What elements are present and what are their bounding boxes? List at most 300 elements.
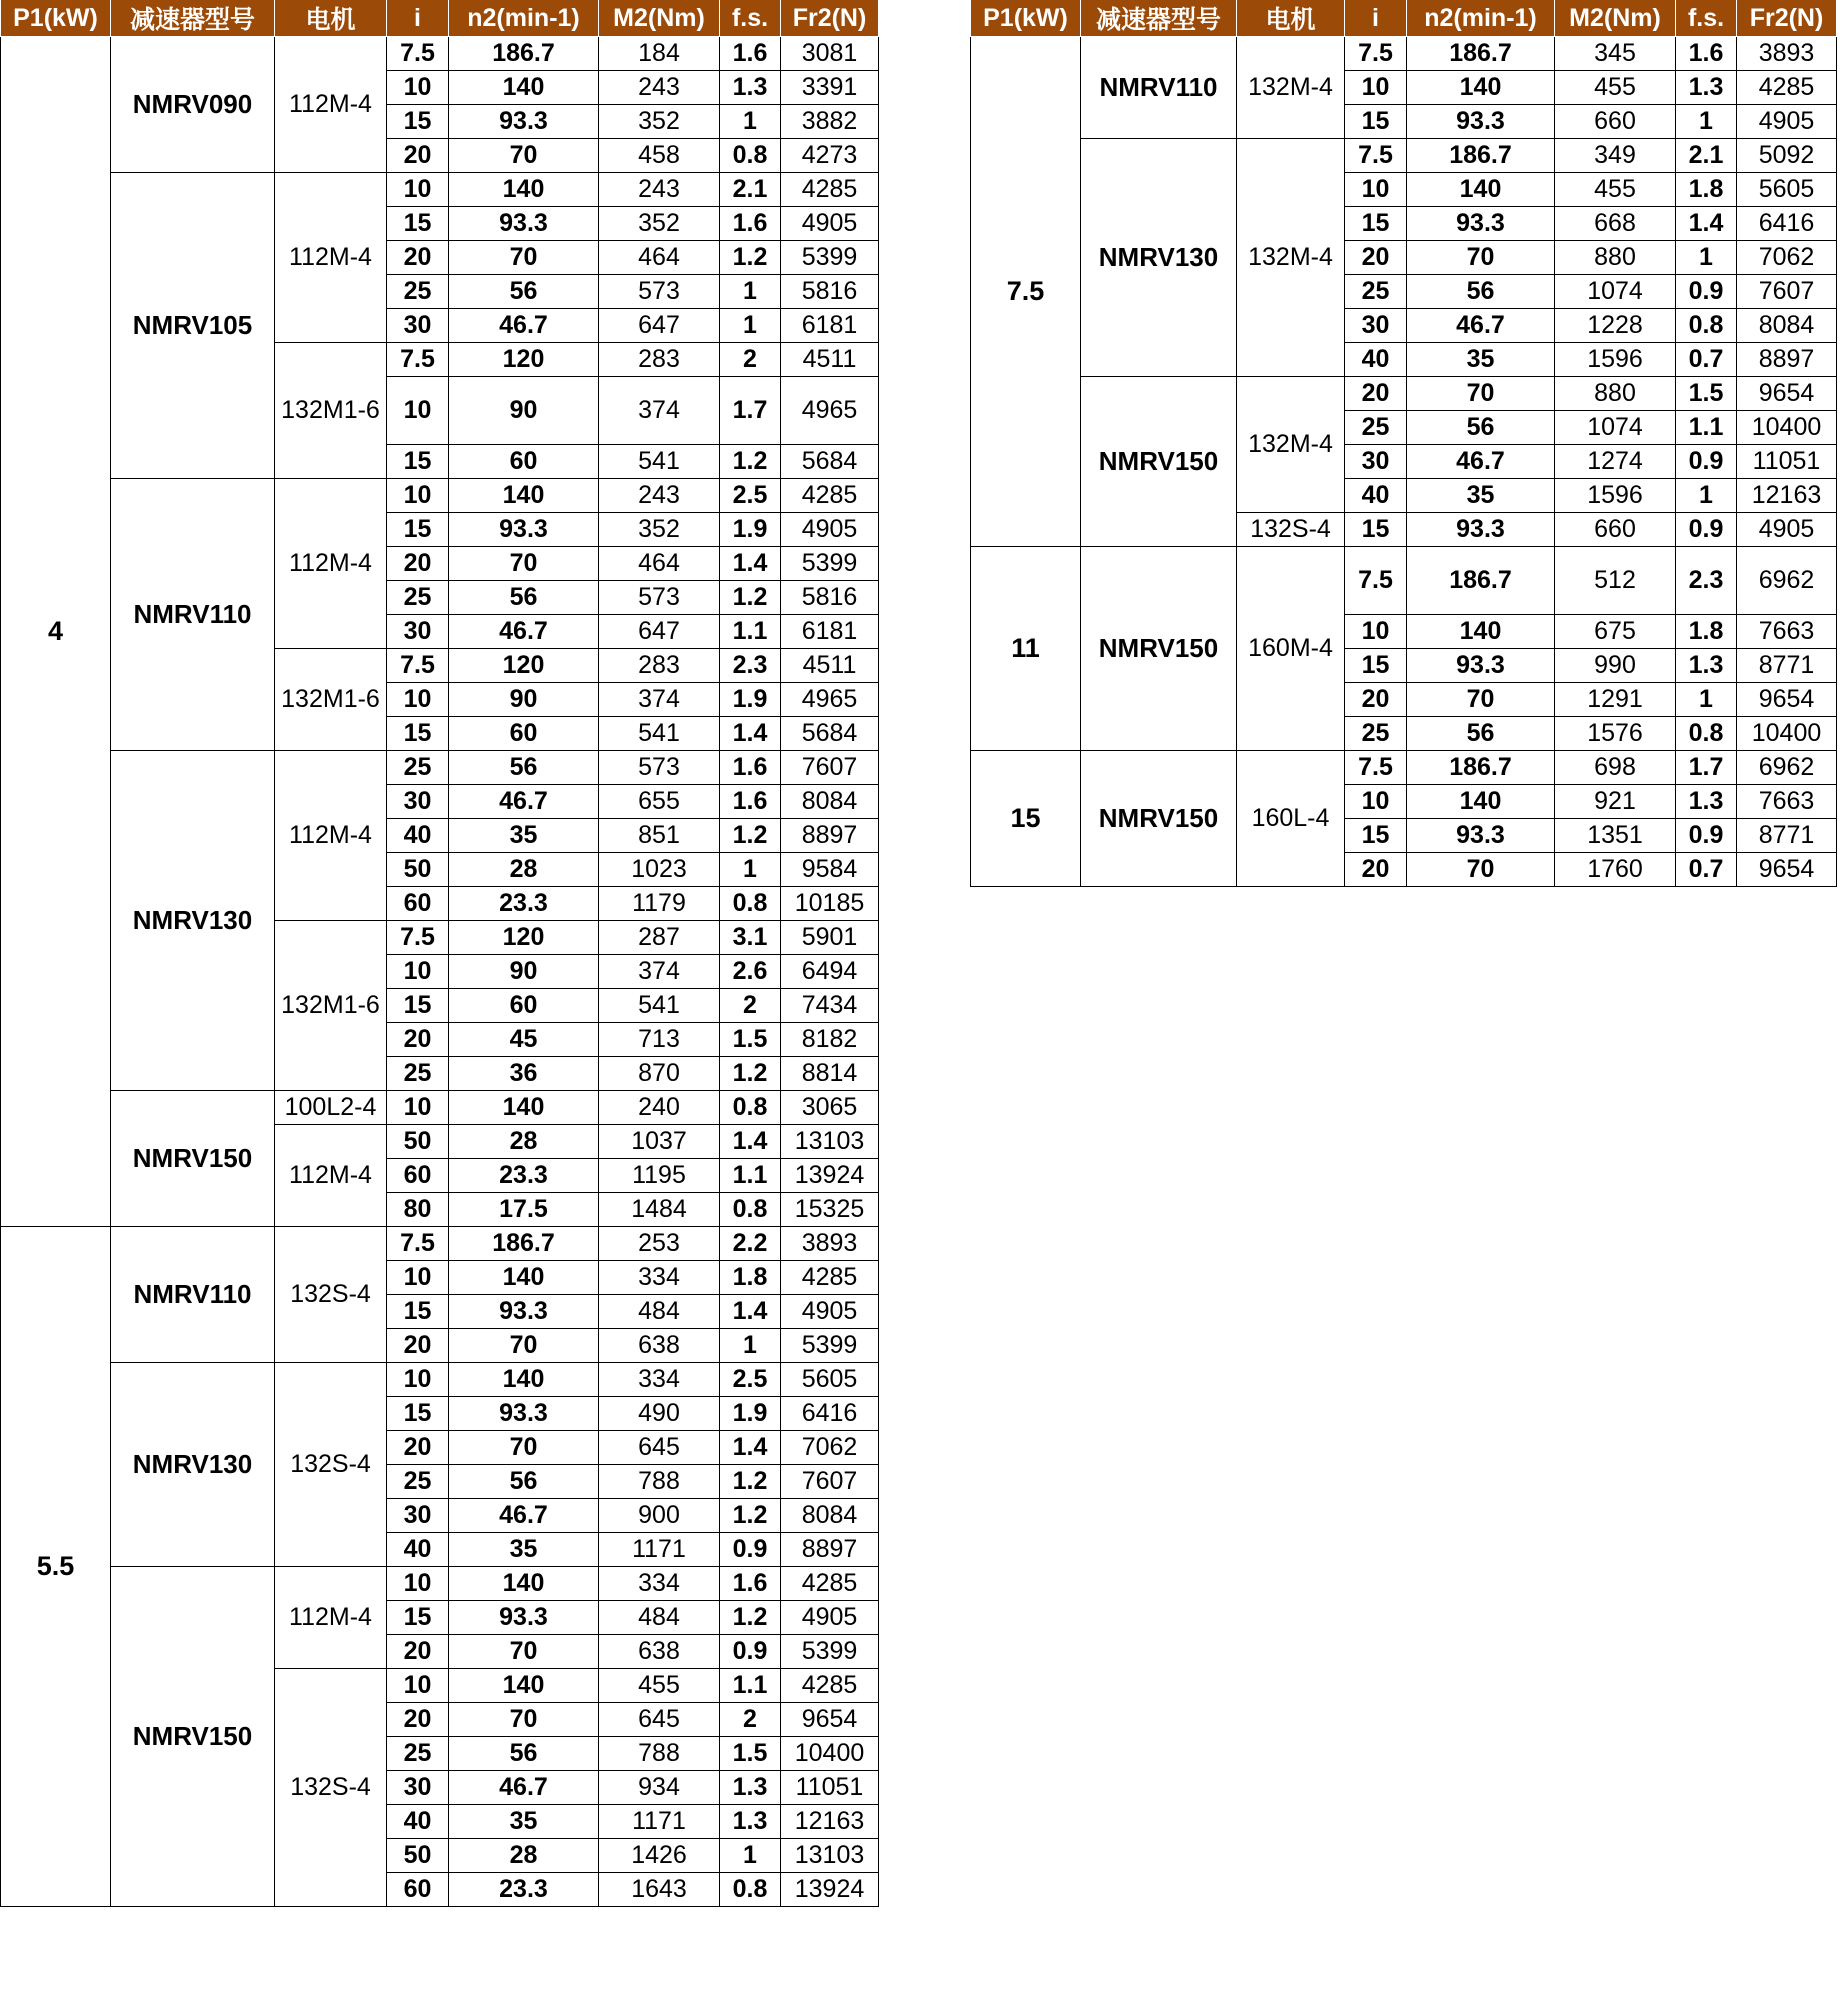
service-factor-cell: 2.2 [720, 1227, 781, 1261]
output-torque-cell: 283 [599, 649, 720, 683]
output-speed-cell: 56 [449, 1465, 599, 1499]
radial-load-cell: 5816 [781, 581, 879, 615]
output-speed-cell: 70 [1407, 853, 1555, 887]
ratio-cell: 10 [387, 1567, 449, 1601]
radial-load-cell: 3391 [781, 71, 879, 105]
ratio-cell: 10 [1345, 173, 1407, 207]
radial-load-cell: 6416 [1737, 207, 1837, 241]
output-speed-cell: 46.7 [449, 309, 599, 343]
output-speed-cell: 45 [449, 1023, 599, 1057]
ratio-cell: 20 [387, 547, 449, 581]
motor-cell: 112M-4 [275, 479, 387, 649]
radial-load-cell: 3081 [781, 37, 879, 71]
radial-load-cell: 4285 [1737, 71, 1837, 105]
output-torque-cell: 647 [599, 309, 720, 343]
output-speed-cell: 140 [449, 1669, 599, 1703]
radial-load-cell: 4905 [781, 207, 879, 241]
service-factor-cell: 0.8 [720, 1193, 781, 1227]
output-torque-cell: 1179 [599, 887, 720, 921]
motor-cell: 160M-4 [1237, 547, 1345, 751]
radial-load-cell: 9654 [781, 1703, 879, 1737]
motor-cell: 132M1-6 [275, 921, 387, 1091]
radial-load-cell: 13924 [781, 1159, 879, 1193]
service-factor-cell: 1.4 [720, 1125, 781, 1159]
service-factor-cell: 1.6 [1676, 37, 1737, 71]
output-speed-cell: 46.7 [449, 615, 599, 649]
service-factor-cell: 1.2 [720, 819, 781, 853]
output-torque-cell: 870 [599, 1057, 720, 1091]
output-speed-cell: 36 [449, 1057, 599, 1091]
output-speed-cell: 56 [1407, 411, 1555, 445]
service-factor-cell: 2.1 [1676, 139, 1737, 173]
ratio-cell: 30 [387, 1771, 449, 1805]
reducer-model-cell: NMRV110 [111, 479, 275, 751]
ratio-cell: 15 [1345, 105, 1407, 139]
output-speed-cell: 17.5 [449, 1193, 599, 1227]
service-factor-cell: 1 [720, 275, 781, 309]
output-torque-cell: 655 [599, 785, 720, 819]
radial-load-cell: 10400 [781, 1737, 879, 1771]
radial-load-cell: 4905 [781, 1601, 879, 1635]
ratio-cell: 15 [387, 717, 449, 751]
radial-load-cell: 7434 [781, 989, 879, 1023]
radial-load-cell: 6181 [781, 615, 879, 649]
ratio-cell: 15 [387, 445, 449, 479]
output-speed-cell: 23.3 [449, 887, 599, 921]
output-torque-cell: 484 [599, 1601, 720, 1635]
service-factor-cell: 1.4 [720, 717, 781, 751]
reducer-model-cell: NMRV130 [111, 751, 275, 1091]
ratio-cell: 10 [387, 1091, 449, 1125]
service-factor-cell: 0.9 [720, 1635, 781, 1669]
radial-load-cell: 7062 [1737, 241, 1837, 275]
ratio-cell: 20 [1345, 853, 1407, 887]
output-speed-cell: 186.7 [1407, 139, 1555, 173]
reducer-model-cell: NMRV110 [1081, 37, 1237, 139]
ratio-cell: 40 [1345, 479, 1407, 513]
radial-load-cell: 5684 [781, 445, 879, 479]
output-torque-cell: 638 [599, 1329, 720, 1363]
service-factor-cell: 1 [720, 1839, 781, 1873]
service-factor-cell: 1.7 [720, 377, 781, 445]
right-spec-table [970, 0, 1837, 887]
service-factor-cell: 2 [720, 1703, 781, 1737]
output-speed-cell: 93.3 [449, 513, 599, 547]
output-torque-cell: 573 [599, 581, 720, 615]
col-header-power: P1(kW) [1, 0, 111, 37]
output-torque-cell: 184 [599, 37, 720, 71]
output-speed-cell: 28 [449, 853, 599, 887]
service-factor-cell: 1.1 [1676, 411, 1737, 445]
radial-load-cell: 5399 [781, 1635, 879, 1669]
service-factor-cell: 1.2 [720, 1465, 781, 1499]
output-torque-cell: 788 [599, 1737, 720, 1771]
ratio-cell: 10 [387, 683, 449, 717]
output-speed-cell: 186.7 [449, 1227, 599, 1261]
radial-load-cell: 5399 [781, 241, 879, 275]
ratio-cell: 7.5 [387, 37, 449, 71]
service-factor-cell: 1 [1676, 105, 1737, 139]
output-speed-cell: 46.7 [449, 785, 599, 819]
service-factor-cell: 1 [720, 853, 781, 887]
ratio-cell: 10 [1345, 71, 1407, 105]
service-factor-cell: 0.9 [1676, 275, 1737, 309]
motor-cell: 112M-4 [275, 37, 387, 173]
ratio-cell: 25 [1345, 411, 1407, 445]
ratio-cell: 15 [387, 1601, 449, 1635]
reducer-model-cell: NMRV105 [111, 173, 275, 479]
output-speed-cell: 93.3 [1407, 105, 1555, 139]
output-torque-cell: 464 [599, 547, 720, 581]
output-speed-cell: 93.3 [449, 1397, 599, 1431]
service-factor-cell: 1.2 [720, 581, 781, 615]
output-torque-cell: 1274 [1555, 445, 1676, 479]
service-factor-cell: 1.8 [1676, 615, 1737, 649]
output-torque-cell: 541 [599, 717, 720, 751]
ratio-cell: 25 [387, 751, 449, 785]
radial-load-cell: 6962 [1737, 751, 1837, 785]
radial-load-cell: 7062 [781, 1431, 879, 1465]
output-torque-cell: 374 [599, 955, 720, 989]
service-factor-cell: 0.9 [1676, 819, 1737, 853]
radial-load-cell: 6962 [1737, 547, 1837, 615]
output-torque-cell: 880 [1555, 377, 1676, 411]
col-header-output-speed: n2(min-1) [1407, 0, 1555, 37]
service-factor-cell: 1.9 [720, 513, 781, 547]
ratio-cell: 40 [387, 819, 449, 853]
radial-load-cell: 5092 [1737, 139, 1837, 173]
service-factor-cell: 2.5 [720, 479, 781, 513]
service-factor-cell: 1.1 [720, 1159, 781, 1193]
output-speed-cell: 93.3 [1407, 819, 1555, 853]
radial-load-cell: 4285 [781, 173, 879, 207]
output-torque-cell: 1171 [599, 1805, 720, 1839]
service-factor-cell: 1 [720, 309, 781, 343]
radial-load-cell: 3065 [781, 1091, 879, 1125]
output-torque-cell: 464 [599, 241, 720, 275]
output-torque-cell: 243 [599, 479, 720, 513]
ratio-cell: 30 [387, 1499, 449, 1533]
radial-load-cell: 4965 [781, 683, 879, 717]
radial-load-cell: 12163 [1737, 479, 1837, 513]
output-torque-cell: 283 [599, 343, 720, 377]
radial-load-cell: 4511 [781, 649, 879, 683]
output-torque-cell: 334 [599, 1261, 720, 1295]
service-factor-cell: 0.8 [1676, 309, 1737, 343]
col-header-service-factor: f.s. [720, 0, 781, 37]
reducer-model-cell: NMRV130 [111, 1363, 275, 1567]
ratio-cell: 10 [387, 1669, 449, 1703]
radial-load-cell: 5399 [781, 547, 879, 581]
service-factor-cell: 1.4 [720, 1295, 781, 1329]
output-speed-cell: 35 [449, 1805, 599, 1839]
ratio-cell: 15 [387, 1295, 449, 1329]
ratio-cell: 10 [387, 377, 449, 445]
output-speed-cell: 70 [449, 1431, 599, 1465]
output-torque-cell: 990 [1555, 649, 1676, 683]
service-factor-cell: 2.3 [720, 649, 781, 683]
reducer-model-cell: NMRV130 [1081, 139, 1237, 377]
motor-cell: 112M-4 [275, 751, 387, 921]
output-torque-cell: 573 [599, 751, 720, 785]
output-speed-cell: 56 [449, 1737, 599, 1771]
ratio-cell: 30 [1345, 445, 1407, 479]
output-torque-cell: 880 [1555, 241, 1676, 275]
service-factor-cell: 1.8 [1676, 173, 1737, 207]
output-speed-cell: 140 [449, 1091, 599, 1125]
service-factor-cell: 0.7 [1676, 853, 1737, 887]
radial-load-cell: 8084 [781, 785, 879, 819]
ratio-cell: 60 [387, 887, 449, 921]
col-header-ratio: i [387, 0, 449, 37]
output-speed-cell: 140 [449, 173, 599, 207]
table-row [1, 173, 879, 207]
radial-load-cell: 7663 [1737, 785, 1837, 819]
service-factor-cell: 1.8 [720, 1261, 781, 1295]
output-speed-cell: 140 [449, 1363, 599, 1397]
header-row [971, 0, 1837, 37]
service-factor-cell: 0.8 [720, 887, 781, 921]
service-factor-cell: 3.1 [720, 921, 781, 955]
output-speed-cell: 70 [1407, 683, 1555, 717]
service-factor-cell: 1.2 [720, 1601, 781, 1635]
service-factor-cell: 2 [720, 343, 781, 377]
service-factor-cell: 1.3 [720, 71, 781, 105]
output-speed-cell: 140 [449, 479, 599, 513]
service-factor-cell: 2 [720, 989, 781, 1023]
ratio-cell: 20 [387, 1431, 449, 1465]
output-torque-cell: 374 [599, 377, 720, 445]
col-header-reducer-model: 减速器型号 [111, 0, 275, 37]
output-speed-cell: 93.3 [1407, 649, 1555, 683]
output-speed-cell: 56 [1407, 717, 1555, 751]
table-row [971, 751, 1837, 785]
output-speed-cell: 28 [449, 1839, 599, 1873]
output-torque-cell: 349 [1555, 139, 1676, 173]
motor-cell: 112M-4 [275, 1567, 387, 1669]
output-torque-cell: 1760 [1555, 853, 1676, 887]
motor-cell: 132M1-6 [275, 649, 387, 751]
output-torque-cell: 490 [599, 1397, 720, 1431]
ratio-cell: 60 [387, 1873, 449, 1907]
output-torque-cell: 541 [599, 445, 720, 479]
service-factor-cell: 1 [1676, 241, 1737, 275]
ratio-cell: 25 [387, 1057, 449, 1091]
ratio-cell: 15 [387, 207, 449, 241]
radial-load-cell: 9654 [1737, 853, 1837, 887]
table-row [1, 37, 879, 71]
service-factor-cell: 2.6 [720, 955, 781, 989]
output-torque-cell: 512 [1555, 547, 1676, 615]
radial-load-cell: 8084 [1737, 309, 1837, 343]
radial-load-cell: 13924 [781, 1873, 879, 1907]
output-torque-cell: 253 [599, 1227, 720, 1261]
service-factor-cell: 1.4 [720, 547, 781, 581]
output-torque-cell: 345 [1555, 37, 1676, 71]
radial-load-cell: 8084 [781, 1499, 879, 1533]
service-factor-cell: 0.8 [720, 1091, 781, 1125]
output-speed-cell: 186.7 [449, 37, 599, 71]
radial-load-cell: 9584 [781, 853, 879, 887]
output-speed-cell: 140 [449, 1261, 599, 1295]
ratio-cell: 25 [387, 581, 449, 615]
service-factor-cell: 0.8 [720, 139, 781, 173]
output-speed-cell: 28 [449, 1125, 599, 1159]
service-factor-cell: 1 [720, 1329, 781, 1363]
output-speed-cell: 35 [1407, 343, 1555, 377]
ratio-cell: 40 [1345, 343, 1407, 377]
output-speed-cell: 35 [449, 1533, 599, 1567]
service-factor-cell: 1.7 [1676, 751, 1737, 785]
service-factor-cell: 1.1 [720, 1669, 781, 1703]
output-speed-cell: 56 [449, 751, 599, 785]
service-factor-cell: 1 [1676, 479, 1737, 513]
output-speed-cell: 60 [449, 989, 599, 1023]
ratio-cell: 40 [387, 1533, 449, 1567]
service-factor-cell: 1.6 [720, 37, 781, 71]
output-speed-cell: 60 [449, 445, 599, 479]
service-factor-cell: 1 [720, 105, 781, 139]
radial-load-cell: 8897 [781, 1533, 879, 1567]
reducer-model-cell: NMRV150 [1081, 547, 1237, 751]
service-factor-cell: 0.9 [1676, 445, 1737, 479]
motor-cell: 112M-4 [275, 173, 387, 343]
ratio-cell: 30 [1345, 309, 1407, 343]
radial-load-cell: 3893 [781, 1227, 879, 1261]
radial-load-cell: 8814 [781, 1057, 879, 1091]
service-factor-cell: 1.6 [720, 1567, 781, 1601]
output-torque-cell: 638 [599, 1635, 720, 1669]
radial-load-cell: 6416 [781, 1397, 879, 1431]
output-torque-cell: 1643 [599, 1873, 720, 1907]
radial-load-cell: 5901 [781, 921, 879, 955]
output-speed-cell: 140 [1407, 785, 1555, 819]
output-speed-cell: 93.3 [449, 1601, 599, 1635]
power-cell: 5.5 [1, 1227, 111, 1907]
ratio-cell: 15 [1345, 819, 1407, 853]
output-speed-cell: 186.7 [1407, 37, 1555, 71]
ratio-cell: 10 [387, 955, 449, 989]
output-speed-cell: 70 [1407, 241, 1555, 275]
output-torque-cell: 921 [1555, 785, 1676, 819]
service-factor-cell: 1.1 [720, 615, 781, 649]
table-row [971, 547, 1837, 615]
ratio-cell: 25 [387, 1465, 449, 1499]
ratio-cell: 20 [387, 241, 449, 275]
col-header-radial-load: Fr2(N) [781, 0, 879, 37]
output-speed-cell: 93.3 [449, 207, 599, 241]
output-torque-cell: 1596 [1555, 343, 1676, 377]
ratio-cell: 15 [1345, 649, 1407, 683]
motor-cell: 100L2-4 [275, 1091, 387, 1125]
radial-load-cell: 5399 [781, 1329, 879, 1363]
ratio-cell: 15 [387, 989, 449, 1023]
radial-load-cell: 8897 [1737, 343, 1837, 377]
ratio-cell: 15 [1345, 207, 1407, 241]
output-speed-cell: 70 [1407, 377, 1555, 411]
service-factor-cell: 1.2 [720, 445, 781, 479]
radial-load-cell: 10400 [1737, 717, 1837, 751]
radial-load-cell: 7607 [781, 751, 879, 785]
col-header-power: P1(kW) [971, 0, 1081, 37]
output-torque-cell: 1426 [599, 1839, 720, 1873]
ratio-cell: 25 [387, 1737, 449, 1771]
radial-load-cell: 4285 [781, 1669, 879, 1703]
service-factor-cell: 1.5 [720, 1023, 781, 1057]
service-factor-cell: 0.9 [1676, 513, 1737, 547]
ratio-cell: 7.5 [1345, 37, 1407, 71]
output-torque-cell: 788 [599, 1465, 720, 1499]
radial-load-cell: 8771 [1737, 649, 1837, 683]
service-factor-cell: 1.5 [720, 1737, 781, 1771]
output-speed-cell: 46.7 [449, 1499, 599, 1533]
service-factor-cell: 1 [1676, 683, 1737, 717]
reducer-model-cell: NMRV110 [111, 1227, 275, 1363]
output-speed-cell: 23.3 [449, 1159, 599, 1193]
radial-load-cell: 4511 [781, 343, 879, 377]
radial-load-cell: 5684 [781, 717, 879, 751]
ratio-cell: 25 [387, 275, 449, 309]
output-torque-cell: 645 [599, 1431, 720, 1465]
output-speed-cell: 70 [449, 547, 599, 581]
table-row [1, 751, 879, 785]
output-speed-cell: 35 [449, 819, 599, 853]
output-torque-cell: 455 [1555, 173, 1676, 207]
radial-load-cell: 10400 [1737, 411, 1837, 445]
radial-load-cell: 12163 [781, 1805, 879, 1839]
output-torque-cell: 900 [599, 1499, 720, 1533]
power-cell: 15 [971, 751, 1081, 887]
output-speed-cell: 186.7 [1407, 751, 1555, 785]
output-torque-cell: 1576 [1555, 717, 1676, 751]
radial-load-cell: 9654 [1737, 683, 1837, 717]
ratio-cell: 30 [387, 615, 449, 649]
ratio-cell: 20 [387, 1703, 449, 1737]
table-row [971, 377, 1837, 411]
motor-cell: 132S-4 [275, 1363, 387, 1567]
radial-load-cell: 4285 [781, 1261, 879, 1295]
table-row [1, 1567, 879, 1601]
service-factor-cell: 0.9 [720, 1533, 781, 1567]
radial-load-cell: 8897 [781, 819, 879, 853]
left-spec-table [0, 0, 879, 1907]
motor-cell: 132S-4 [275, 1227, 387, 1363]
ratio-cell: 10 [387, 479, 449, 513]
output-speed-cell: 93.3 [449, 105, 599, 139]
radial-load-cell: 3882 [781, 105, 879, 139]
table-row [1, 479, 879, 513]
output-torque-cell: 240 [599, 1091, 720, 1125]
output-torque-cell: 647 [599, 615, 720, 649]
output-torque-cell: 668 [1555, 207, 1676, 241]
table-row [1, 1091, 879, 1125]
radial-load-cell: 8771 [1737, 819, 1837, 853]
service-factor-cell: 0.8 [1676, 717, 1737, 751]
output-torque-cell: 1074 [1555, 275, 1676, 309]
output-speed-cell: 70 [449, 241, 599, 275]
service-factor-cell: 2.3 [1676, 547, 1737, 615]
motor-cell: 132S-4 [1237, 513, 1345, 547]
reducer-model-cell: NMRV150 [1081, 751, 1237, 887]
radial-load-cell: 13103 [781, 1125, 879, 1159]
motor-cell: 160L-4 [1237, 751, 1345, 887]
output-torque-cell: 458 [599, 139, 720, 173]
output-torque-cell: 1023 [599, 853, 720, 887]
ratio-cell: 50 [387, 853, 449, 887]
ratio-cell: 7.5 [1345, 547, 1407, 615]
ratio-cell: 50 [387, 1125, 449, 1159]
output-speed-cell: 93.3 [1407, 513, 1555, 547]
